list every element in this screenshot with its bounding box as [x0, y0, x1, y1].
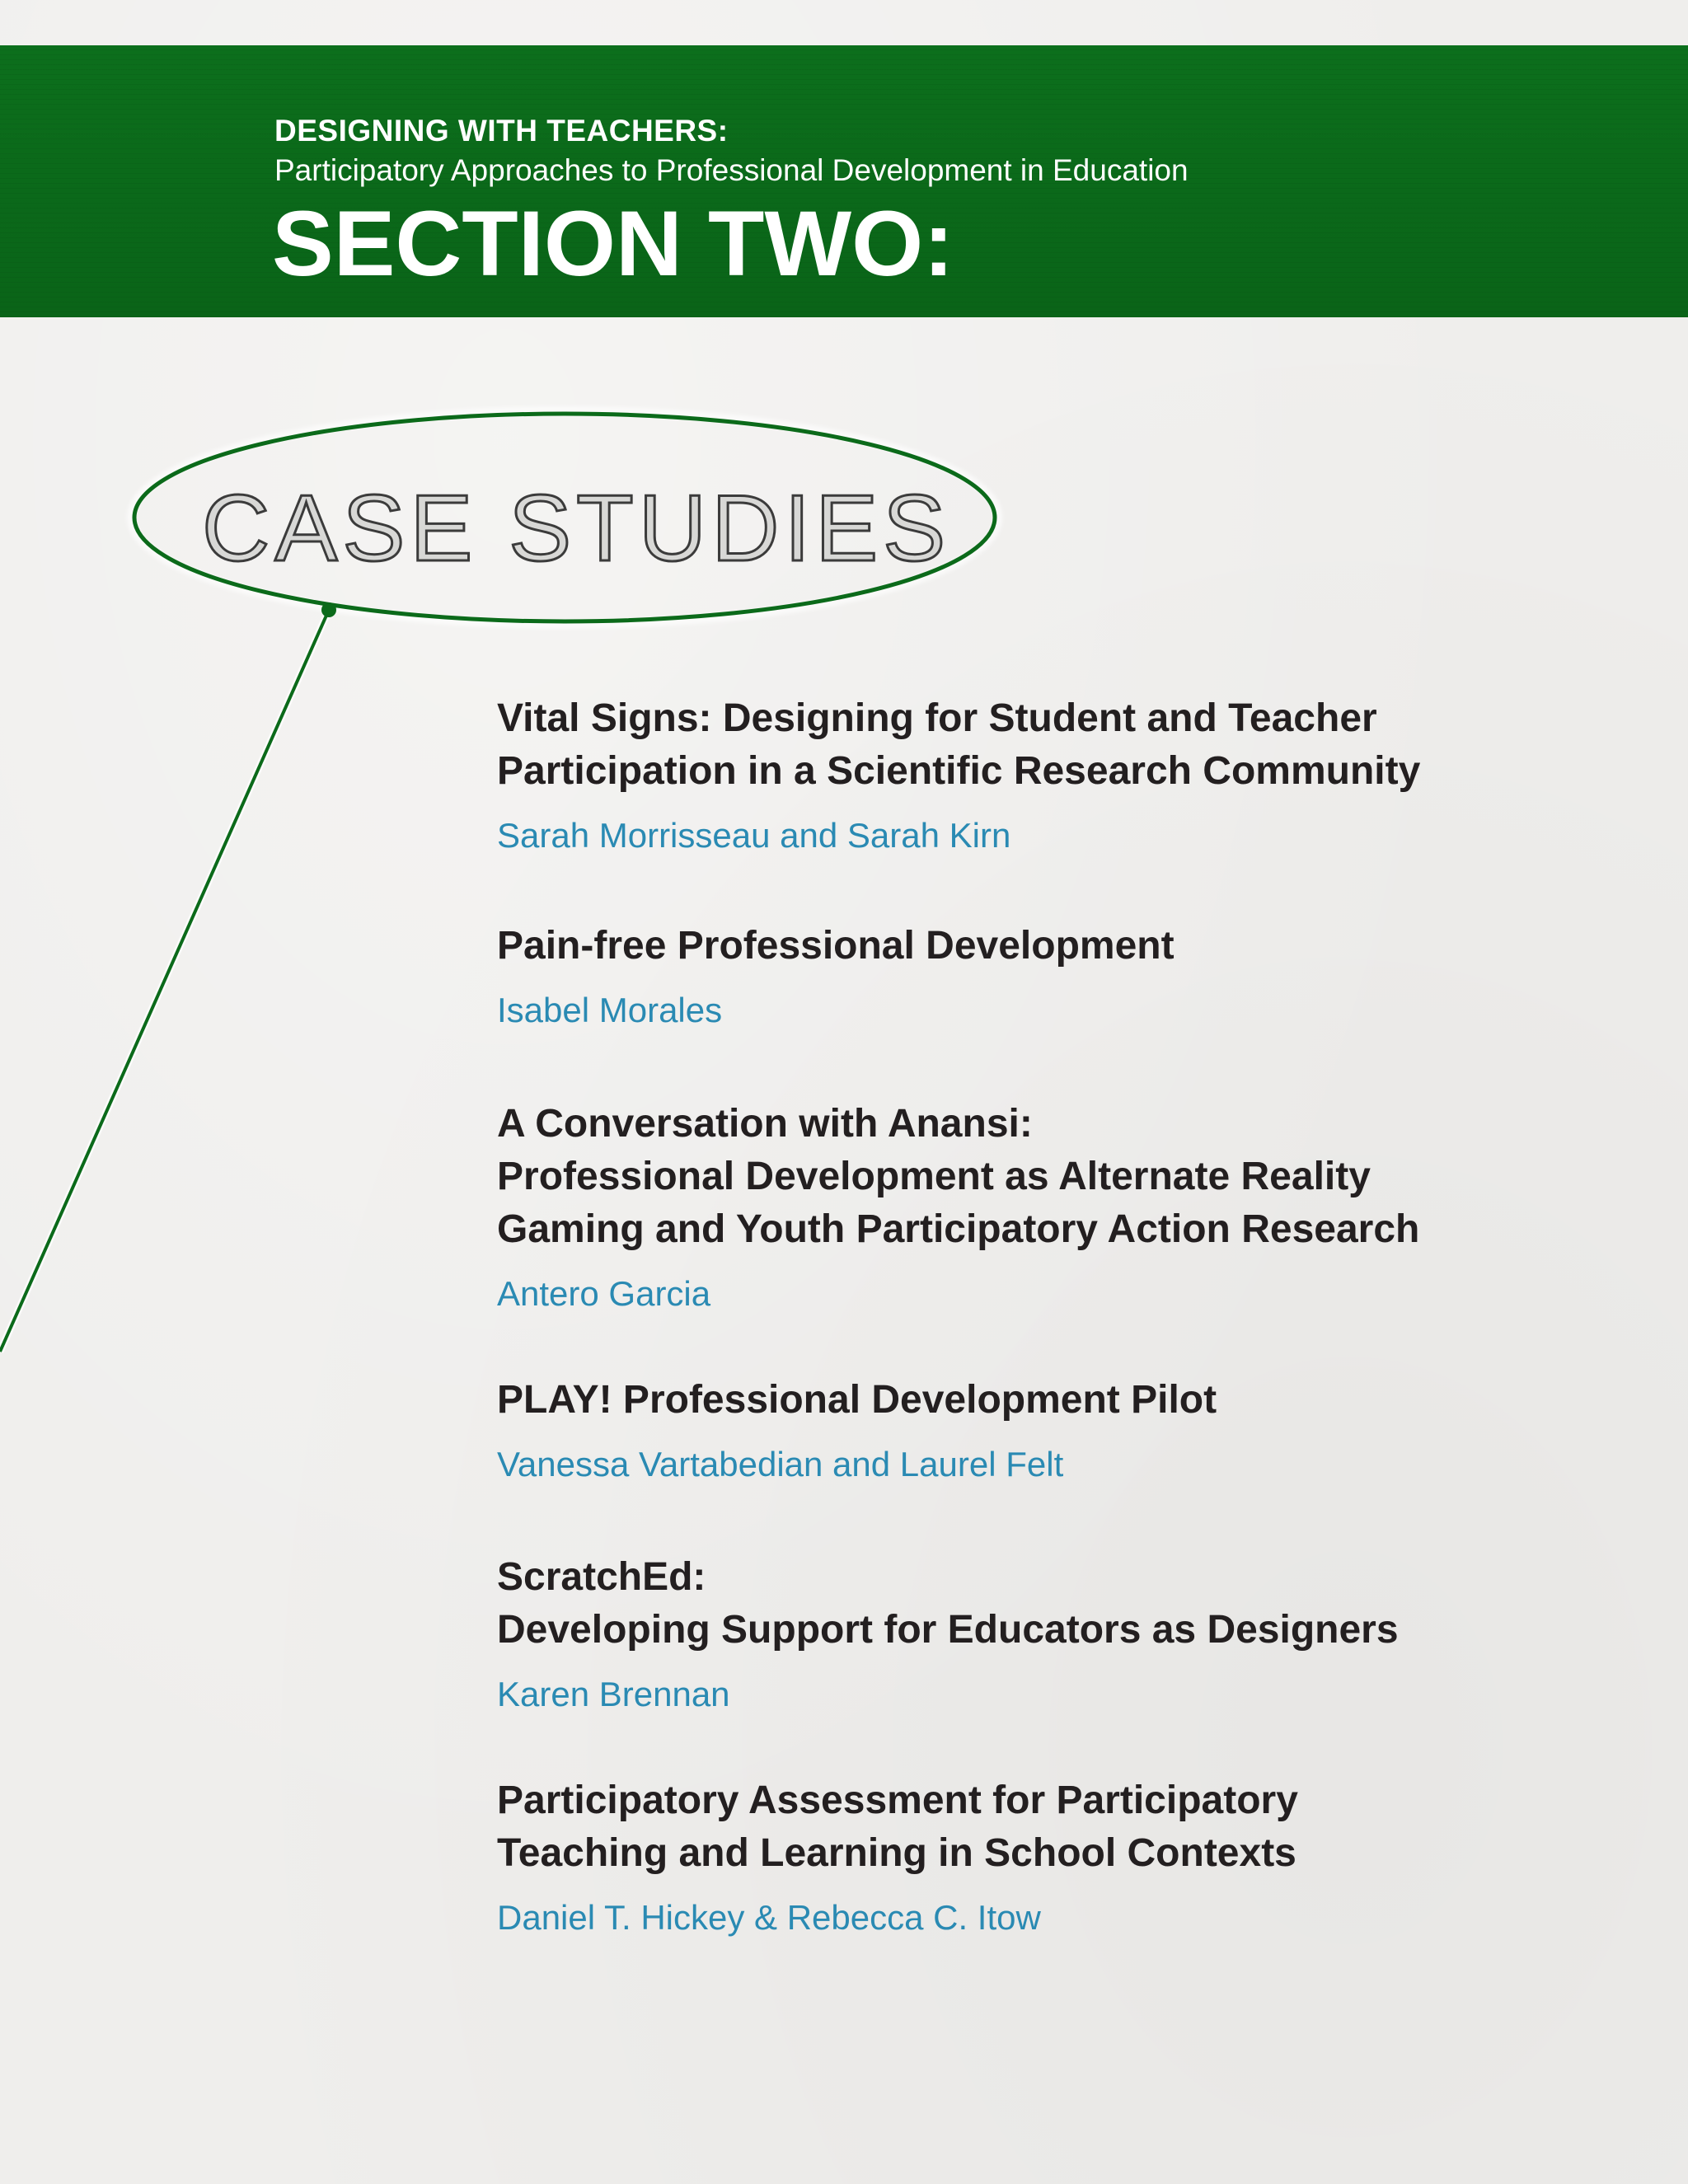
case-study-title: Participatory Assessment for Participatory Teaching and Learning in School Contexts	[497, 1779, 1298, 1875]
case-study-author: Vanessa Vartabedian and Laurel Felt	[497, 1445, 1064, 1483]
case-study-entry	[497, 920, 1568, 1033]
case-study-title: PLAY! Professional Development Pilot	[497, 1378, 1217, 1422]
case-studies-label: CASE STUDIES	[202, 476, 951, 581]
case-study-author: Daniel T. Hickey & Rebecca C. Itow	[497, 1898, 1041, 1937]
book-subtitle: Participatory Approaches to Professional Development in Education	[274, 153, 1189, 187]
case-study-author: Karen Brennan	[497, 1675, 730, 1713]
case-study-entry	[497, 1098, 1568, 1317]
case-study-entry	[497, 692, 1568, 859]
case-study-title: Pain-free Professional Development	[497, 924, 1175, 968]
case-study-entry	[497, 1374, 1568, 1488]
case-study-entry	[497, 1551, 1568, 1718]
case-study-title: ScratchEd: Developing Support for Educators as Designers	[497, 1555, 1399, 1652]
case-study-entry	[497, 1774, 1568, 1941]
connector-line	[0, 610, 329, 1352]
case-study-author: Sarah Morrisseau and Sarah Kirn	[497, 816, 1011, 855]
case-study-title: A Conversation with Anansi: Professional Development as Alternate Reality Gaming and Youth Participatory Action Research	[497, 1102, 1420, 1251]
section-heading: SECTION TWO:	[272, 192, 954, 295]
book-title: DESIGNING WITH TEACHERS:	[274, 114, 729, 148]
case-study-author: Antero Garcia	[497, 1274, 711, 1313]
case-study-author: Isabel Morales	[497, 991, 723, 1029]
case-study-title: Vital Signs: Designing for Student and Teacher Participation in a Scientific Research Community	[497, 696, 1421, 793]
connector-dot	[321, 602, 336, 617]
